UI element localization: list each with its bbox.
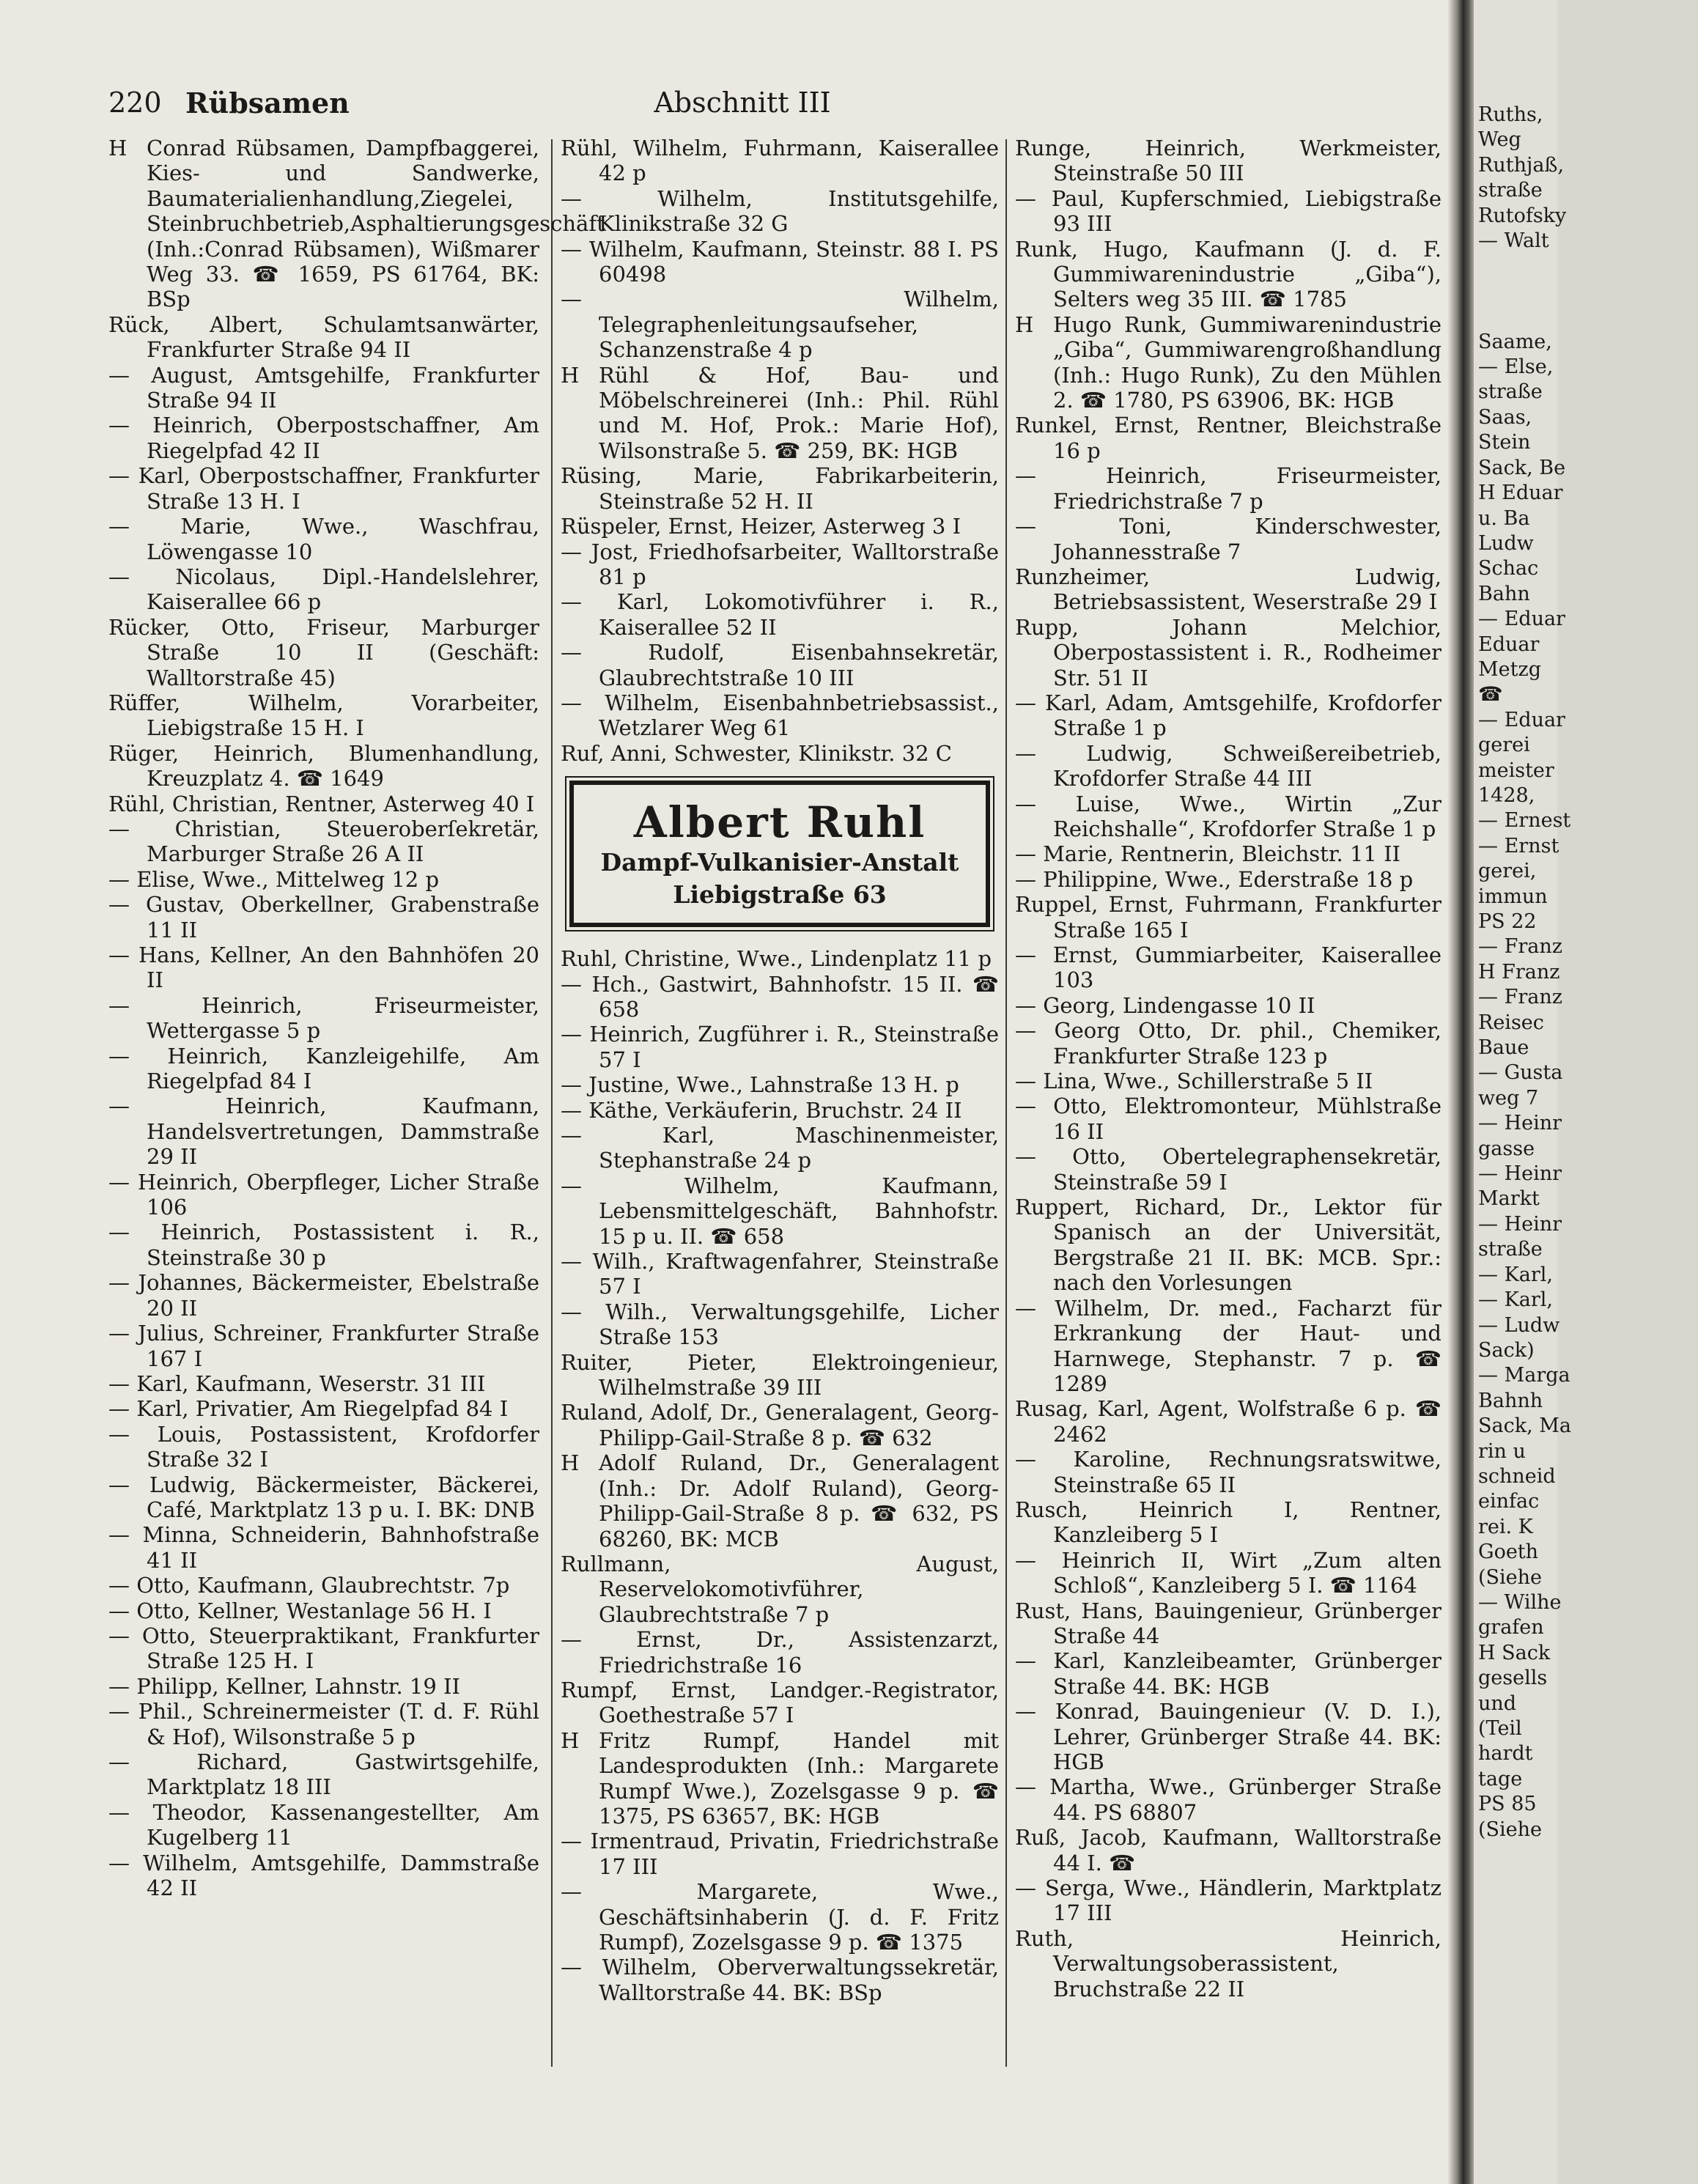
next-page-fragment: — Ernst	[1478, 834, 1559, 857]
next-page-fragment: immun	[1478, 885, 1548, 908]
directory-entry: — Phil., Schreinermeister (T. d. F. Rühl & Hof), Wilsonstraße 5 p	[108, 1699, 539, 1749]
directory-entry: Ruf, Anni, Schwester, Klinikstr. 32 C	[561, 740, 952, 766]
next-page-fragment: — Marga	[1478, 1364, 1570, 1387]
directory-entry: — Gustav, Oberkellner, Grabenstraße 11 II	[108, 892, 539, 942]
directory-entry: — August, Amtsgehilfe, Frankfurter Straße 94 II	[108, 362, 539, 413]
next-page-fragment: — Gusta	[1478, 1061, 1563, 1085]
next-page-fragment: (Siehe	[1478, 1565, 1543, 1589]
page-number: 220	[108, 86, 162, 119]
directory-entry: — Karl, Kaufmann, Weserstr. 31 III	[108, 1370, 486, 1396]
next-page-fragment: gasse	[1478, 1137, 1535, 1160]
directory-entry: Ruppel, Ernst, Fuhrmann, Frankfurter Straße 165 I	[1015, 892, 1442, 942]
directory-entry: — Philippine, Wwe., Ederstraße 18 p	[1015, 866, 1414, 892]
directory-entry: — Rudolf, Eisenbahnsekretär, Glaubrechtstraße 10 III	[561, 640, 999, 690]
column-divider	[1005, 139, 1007, 2067]
directory-entry: — Wilh., Verwaltungsgehilfe, Licher Straße 153	[561, 1299, 999, 1350]
directory-entry: Rupp, Johann Melchior, Oberpostassistent i. R., Rodheimer Str. 51 II	[1015, 614, 1442, 690]
next-page-fragment: H Eduar	[1478, 482, 1563, 505]
directory-entry: — Käthe, Verkäuferin, Bruchstr. 24 II	[561, 1097, 962, 1123]
next-page-fragment	[1478, 254, 1698, 278]
next-page-fragment: PS 85	[1478, 1793, 1537, 1816]
directory-entry: Rühl, Christian, Rentner, Asterweg 40 I	[108, 791, 535, 816]
directory-entry: — Wilhelm, Eisenbahnbetriebsassist., Wetzlarer Weg 61	[561, 690, 999, 741]
next-page-fragment: Metzg	[1478, 657, 1541, 681]
next-page-fragment: — Eduar	[1478, 708, 1565, 731]
next-page-fragment: rei. K	[1478, 1515, 1533, 1538]
directory-entry: H Fritz Rumpf, Handel mit Landesprodukten (Inh.: Margarete Rumpf Wwe.), Zozelsgasse 9 p. ☎ 1375, PS 63657, BK: HGB	[561, 1728, 999, 1829]
directory-entry: — Martha, Wwe., Grünberger Straße 44. PS 68807	[1015, 1774, 1442, 1825]
next-page-fragment: tage	[1478, 1767, 1523, 1790]
next-page-fragment: rin u	[1478, 1439, 1526, 1463]
directory-entry: — Marie, Rentnerin, Bleichstr. 11 II	[1015, 841, 1400, 867]
directory-entry: — Karl, Adam, Amtsgehilfe, Krofdorfer Straße 1 p	[1015, 690, 1442, 741]
running-headword: Rübsamen	[185, 86, 350, 119]
directory-entry: — Heinrich, Kaufmann, Handelsvertretungen, Dammstraße 29 II	[108, 1093, 539, 1170]
directory-entry: — Heinrich II, Wirt „Zum alten Schloß“, Kanzleiberg 5 I. ☎ 1164	[1015, 1547, 1442, 1598]
directory-entry: — Serga, Wwe., Händlerin, Marktplatz 17 III	[1015, 1875, 1442, 1926]
directory-entry: — Heinrich, Postassistent i. R., Steinstraße 30 p	[108, 1220, 539, 1270]
directory-entry: — Irmentraud, Privatin, Friedrichstraße 17 III	[561, 1829, 999, 1879]
next-page-fragment: PS 22	[1478, 910, 1537, 933]
directory-entry: — Hans, Kellner, An den Bahnhöfen 20 II	[108, 942, 539, 993]
directory-entry: — Karl, Kanzleibeamter, Grünberger Straße 44. BK: HGB	[1015, 1648, 1442, 1699]
directory-entry: Ruhl, Christine, Wwe., Lindenplatz 11 p	[561, 946, 992, 972]
directory-entry: — Christian, Steueroberſekretär, Marburger Straße 26 A II	[108, 816, 539, 867]
directory-entry: Rüffer, Wilhelm, Vorarbeiter, Liebigstraße 15 H. I	[108, 690, 539, 741]
next-page-fragment: einfac	[1478, 1490, 1540, 1513]
next-page-fragment: Ruths,	[1478, 103, 1543, 126]
directory-entry: — Richard, Gastwirtsgehilfe, Marktplatz 18 III	[108, 1749, 539, 1800]
directory-entry: — Theodor, Kassenangestellter, Am Kugelberg 11	[108, 1799, 539, 1851]
next-page-fragment: Schac	[1478, 557, 1539, 580]
next-page-fragment: grafen	[1478, 1616, 1544, 1639]
directory-entry: — Karl, Maschinenmeister, Stephanstraße 24 p	[561, 1123, 999, 1173]
directory-entry: H Adolf Ruland, Dr., Generalagent (Inh.: Dr. Adolf Ruland), Georg-Philipp-Gail-Straße 8 p. ☎ 632, PS 68260, BK: MCB	[561, 1450, 999, 1552]
next-page-fragment: gerei	[1478, 734, 1530, 757]
next-page-fragment: — Ludw	[1478, 1313, 1560, 1337]
directory-entry: Rücker, Otto, Friseur, Marburger Straße 10 II (Geschäft: Walltorstraße 45)	[108, 614, 539, 690]
directory-entry: Ruland, Adolf, Dr., Generalagent, Georg-Philipp-Gail-Straße 8 p. ☎ 632	[561, 1400, 999, 1450]
directory-entry: — Julius, Schreiner, Frankfurter Straße 167 I	[108, 1321, 539, 1371]
next-page-fragment: Ruthjaß,	[1478, 153, 1565, 177]
directory-entry: — Ernst, Dr., Assistenzarzt, Friedrichstraße 16	[561, 1627, 999, 1678]
directory-entry: Ruth, Heinrich, Verwaltungsoberassistent, Bruchstraße 22 II	[1015, 1925, 1442, 2002]
directory-entry: — Wilhelm, Kaufmann, Lebensmittelgeschäft, Bahnhofstr. 15 p u. II. ☎ 658	[561, 1173, 999, 1249]
directory-entry: — Wilhelm, Telegraphenleitungsaufseher, Schanzenstraße 4 p	[561, 287, 999, 363]
directory-entry: Rühl, Wilhelm, Fuhrmann, Kaiserallee 42 p	[561, 136, 999, 186]
next-page-fragments	[1478, 103, 1698, 1842]
advertisement-box	[569, 781, 990, 927]
next-page-fragment: Bahn	[1478, 582, 1530, 605]
directory-entry: — Otto, Obertelegraphensekretär, Steinstraße 59 I	[1015, 1144, 1442, 1195]
next-page-fragment: — Franz	[1478, 935, 1562, 959]
directory-entry: — Margarete, Wwe., Geschäftsinhaberin (J. d. F. Fritz Rumpf), Zozelsgasse 9 p. ☎ 1375	[561, 1879, 999, 1955]
directory-entry: — Marie, Wwe., Waschfrau, Löwengasse 10	[108, 514, 539, 564]
directory-entry: — Karl, Privatier, Am Riegelpfad 84 I	[108, 1396, 509, 1422]
next-page-fragment: straße	[1478, 1238, 1543, 1261]
next-page-fragment: hardt	[1478, 1742, 1533, 1766]
directory-entry: — Wilh., Kraftwagenfahrer, Steinstraße 57 I	[561, 1249, 999, 1299]
next-page-fragment: und	[1478, 1692, 1517, 1715]
column-2-top-entries	[561, 136, 999, 766]
next-page-fragment: straße	[1478, 179, 1543, 202]
directory-entry: — Justine, Wwe., Lahnstraße 13 H. p	[561, 1072, 959, 1098]
next-page-fragment: Ludw	[1478, 531, 1534, 555]
directory-entry: — Ludwig, Bäckermeister, Bäckerei, Café, Marktplatz 13 p u. I. BK: DNB	[108, 1472, 539, 1522]
next-page-fragment: H Sack	[1478, 1641, 1551, 1664]
directory-entry: — Karoline, Rechnungsratswitwe, Steinstraße 65 II	[1015, 1447, 1442, 1497]
next-page-fragment: H Franz	[1478, 960, 1560, 984]
directory-entry: — Heinrich, Zugführer i. R., Steinstraße 57 I	[561, 1022, 999, 1072]
next-page-fragment: Stein	[1478, 431, 1531, 454]
directory-entry: Rumpf, Ernst, Landger.-Registrator, Goethestraße 57 I	[561, 1677, 999, 1728]
directory-entry: Rust, Hans, Bauingenieur, Grünberger Straße 44	[1015, 1598, 1442, 1648]
directory-entry: Runzheimer, Ludwig, Betriebsassistent, Weserstraße 29 I	[1015, 564, 1442, 615]
directory-entry: — Konrad, Bauingenieur (V. D. I.), Lehrer, Grünberger Straße 44. BK: HGB	[1015, 1699, 1442, 1774]
next-page-fragment: — Else,	[1478, 355, 1554, 379]
directory-entry: — Louis, Postassistent, Krofdorfer Straße 32 I	[108, 1421, 539, 1472]
next-page-fragment: (Teil	[1478, 1717, 1522, 1740]
directory-entry: Rück, Albert, Schulamtsanwärter, Frankfurter Straße 94 II	[108, 311, 539, 363]
next-page-fragment: Sack, Ma	[1478, 1414, 1571, 1438]
next-page-fragment: weg 7	[1478, 1086, 1539, 1110]
next-page-fragment: Bahnh	[1478, 1389, 1543, 1412]
next-page-fragment: — Franz	[1478, 986, 1562, 1009]
directory-entry: — Wilhelm, Institutsgehilfe, Klinikstraße 32 G	[561, 185, 999, 237]
directory-entry: — Minna, Schneiderin, Bahnhofstraße 41 II	[108, 1522, 539, 1573]
next-page-fragment: Saame,	[1478, 330, 1552, 353]
directory-entry: — Heinrich, Friseurmeister, Wettergasse 5 p	[108, 992, 539, 1044]
next-page-fragment: Markt	[1478, 1187, 1540, 1211]
directory-entry: H Conrad Rübsamen, Dampfbaggerei, Kies- und Sandwerke, Baumaterialienhandlung,Ziegelei, Steinbruchbetrieb,Asphaltierungsgeschäft (Inh.:Conrad Rübsamen), Wißmarer Weg 33. ☎ 1659, PS 61764, BK: BSp	[108, 136, 539, 312]
next-page-fragment: Saas,	[1478, 405, 1532, 429]
directory-entry: — Ernst, Gummiarbeiter, Kaiserallee 103	[1015, 942, 1442, 993]
next-page-fragment: schneid	[1478, 1464, 1556, 1488]
next-page-fragment: Rutofsky	[1478, 204, 1567, 227]
directory-entry: Ruppert, Richard, Dr., Lektor für Spanisch an der Universität, Bergstraße 21 II. BK: MCB. Spr.: nach den Vorlesungen	[1015, 1195, 1442, 1296]
directory-entry: — Wilhelm, Amtsgehilfe, Dammstraße 42 II	[108, 1850, 539, 1901]
directory-entry: — Otto, Kaufmann, Glaubrechtstr. 7p	[108, 1573, 510, 1598]
directory-entry: — Otto, Steuerpraktikant, Frankfurter Straße 125 H. I	[108, 1623, 539, 1674]
directory-entry: — Wilhelm, Kaufmann, Steinstr. 88 I. PS 60498	[561, 236, 999, 287]
next-page-fragment: — Karl,	[1478, 1263, 1553, 1286]
directory-entry: — Otto, Kellner, Westanlage 56 H. I	[108, 1598, 492, 1623]
page-header	[108, 86, 1376, 130]
directory-entry: — Heinrich, Oberpfleger, Licher Straße 106	[108, 1169, 539, 1220]
directory-entry: — Wilhelm, Oberverwaltungssekretär, Walltorstraße 44. BK: BSp	[561, 1955, 999, 2005]
next-page-fragment: — Karl,	[1478, 1288, 1553, 1312]
book-gutter-shadow	[1447, 0, 1474, 2184]
next-page-fragment: — Eduar	[1478, 608, 1565, 631]
directory-entry: Runge, Heinrich, Werkmeister, Steinstraße 50 III	[1015, 136, 1442, 186]
directory-entry: — Georg, Lindengasse 10 II	[1015, 992, 1315, 1018]
next-page-fragment: gesells	[1478, 1667, 1548, 1690]
directory-entry: — Nicolaus, Dipl.-Handelslehrer, Kaiserallee 66 p	[108, 564, 539, 615]
next-page-edge	[1474, 0, 1571, 2184]
directory-entry: — Hch., Gastwirt, Bahnhofstr. 15 II. ☎ 658	[561, 971, 999, 1022]
next-page-fragment: Baue	[1478, 1036, 1529, 1060]
next-page-fragment: meister	[1478, 759, 1554, 782]
next-page-fragment: — Wilhe	[1478, 1590, 1562, 1614]
directory-entry: Rusch, Heinrich I, Rentner, Kanzleiberg 5 I	[1015, 1497, 1442, 1548]
directory-entry: — Jost, Friedhofsarbeiter, Walltorstraße 81 p	[561, 539, 999, 589]
next-page-fragment: — Heinr	[1478, 1212, 1562, 1236]
directory-entry: — Lina, Wwe., Schillerstraße 5 II	[1015, 1069, 1373, 1094]
next-page-fragment: — Heinr	[1478, 1112, 1562, 1135]
directory-entry: Ruß, Jacob, Kaufmann, Walltorstraße 44 I. ☎	[1015, 1825, 1442, 1875]
column-2-bottom-entries	[561, 946, 999, 2005]
column-3	[1015, 136, 1442, 2002]
next-page-fragment: 1428,	[1478, 783, 1535, 807]
next-page-fragment	[1478, 279, 1698, 304]
directory-entry: Runk, Hugo, Kaufmann (J. d. F. Gummiwarenindustrie „Giba“), Selters weg 35 III. ☎ 1785	[1015, 236, 1442, 312]
directory-entry: — Johannes, Bäckermeister, Ebelstraße 20 II	[108, 1270, 539, 1321]
directory-entry: — Heinrich, Oberpostschaffner, Am Riegelpfad 42 II	[108, 413, 539, 463]
next-page-fragment: Sack)	[1478, 1338, 1535, 1362]
column-2	[561, 136, 999, 2005]
directory-entry: — Karl, Lokomotivführer i. R., Kaiserallee 52 II	[561, 589, 999, 640]
directory-entry: Rüger, Heinrich, Blumenhandlung, Kreuzplatz 4. ☎ 1649	[108, 740, 539, 792]
column-1	[108, 136, 605, 1901]
directory-entry: — Toni, Kinderschwester, Johannesstraße 7	[1015, 514, 1442, 564]
next-page-fragment: gerei,	[1478, 860, 1537, 883]
directory-entry: Rüsing, Marie, Fabrikarbeiterin, Steinstraße 52 H. II	[561, 463, 999, 514]
next-page-fragment: Goeth	[1478, 1541, 1539, 1564]
directory-entry: Rullmann, August, Reservelokomotivführer, Glaubrechtstraße 7 p	[561, 1551, 999, 1627]
directory-entry: — Otto, Elektromonteur, Mühlstraße 16 II	[1015, 1093, 1442, 1144]
next-page-fragment: Reisec	[1478, 1011, 1544, 1034]
directory-entry: H Rühl & Hof, Bau- und Möbelschreinerei (Inh.: Phil. Rühl und M. Hof, Prok.: Marie Hof), Wilsonstraße 5. ☎ 259, BK: HGB	[561, 363, 999, 464]
next-page-fragment: Sack, Be	[1478, 456, 1566, 479]
ad-business-type: Dampf-Vulkanisier-Anstalt	[600, 848, 959, 877]
ad-company-name: Albert Ruhl	[633, 797, 926, 848]
directory-entry: H Hugo Runk, Gummiwarenindustrie „Giba“, Gummiwarengroßhandlung (Inh.: Hugo Runk), Zu den Mühlen 2. ☎ 1780, PS 63906, BK: HGB	[1015, 312, 1442, 413]
next-page-fragment: straße	[1478, 380, 1543, 404]
next-page-fragment: (Siehe	[1478, 1818, 1543, 1841]
next-page-fragment	[1478, 304, 1698, 329]
directory-entry: — Karl, Oberpostschaffner, Frankfurter Straße 13 H. I	[108, 463, 539, 514]
next-page-fragment: u. Ba	[1478, 506, 1530, 530]
directory-entry: — Ludwig, Schweißereibetrieb, Krofdorfer Straße 44 III	[1015, 740, 1442, 792]
directory-entry: — Philipp, Kellner, Lahnstr. 19 II	[108, 1673, 460, 1699]
column-divider	[551, 139, 553, 2067]
directory-entry: Runkel, Ernst, Rentner, Bleichstraße 16 p	[1015, 413, 1442, 463]
directory-entry: — Paul, Kupferschmied, Liebigstraße 93 III	[1015, 185, 1442, 237]
directory-entry: — Heinrich, Friseurmeister, Friedrichstraße 7 p	[1015, 463, 1442, 514]
directory-entry: Rusag, Karl, Agent, Wolfstraße 6 p. ☎ 2462	[1015, 1396, 1442, 1447]
directory-entry: Ruiter, Pieter, Elektroingenieur, Wilhelmstraße 39 III	[561, 1349, 999, 1401]
section-title: Abschnitt III	[654, 86, 831, 119]
directory-entry: — Wilhelm, Dr. med., Facharzt für Erkrankung der Haut- und Harnwege, Stephanstr. 7 p. ☎ 1289	[1015, 1295, 1442, 1396]
directory-entry: Rüspeler, Ernst, Heizer, Asterweg 3 I	[561, 514, 961, 539]
next-page-fragment: Weg	[1478, 128, 1521, 152]
ad-address: Liebigstraße 63	[673, 880, 887, 910]
next-page-fragment: ☎	[1478, 683, 1503, 707]
directory-entry: — Georg Otto, Dr. phil., Chemiker, Frankfurter Straße 123 p	[1015, 1018, 1442, 1069]
next-page-fragment: — Walt	[1478, 229, 1549, 253]
directory-entry: — Elise, Wwe., Mittelweg 12 p	[108, 866, 440, 892]
next-page-fragment: — Heinr	[1478, 1162, 1562, 1186]
directory-entry: — Luise, Wwe., Wirtin „Zur Reichshalle“, Krofdorfer Straße 1 p	[1015, 791, 1442, 841]
directory-entry: — Heinrich, Kanzleigehilfe, Am Riegelpfad 84 I	[108, 1043, 539, 1094]
next-page-fragment: Eduar	[1478, 632, 1540, 656]
next-page-fragment: — Ernest	[1478, 809, 1571, 833]
